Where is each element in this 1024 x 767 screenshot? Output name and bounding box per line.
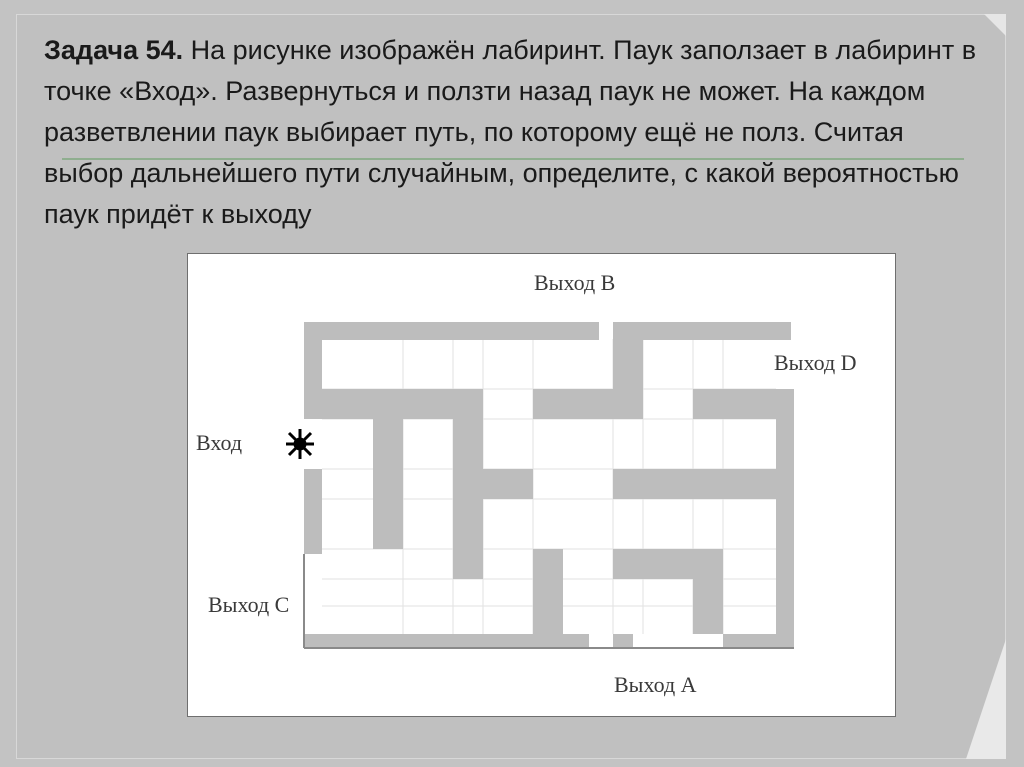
task-body: На рисунке изображён лабиринт. Паук заползает в лабиринт в точке «Вход». Развернуться и ползти назад паук не может. На каждом разветвлении паук выбирает путь, по которому ещё не полз. Считая выбор дальнейшего пути случайным, определите, с какой вероятностью паук придёт к выходу [44,35,977,229]
page-curl [966,639,1006,759]
exit-d-label: Выход D [774,350,857,375]
exit-b-label: Выход B [534,270,616,295]
entry-label: Вход [196,430,243,455]
corner-fold [984,14,1006,36]
task-title: Задача 54. [44,35,184,65]
spider-icon [286,429,314,459]
task-text [44,30,979,235]
maze-diagram [188,254,895,716]
exit-a-label: Выход A [614,672,697,697]
accent-divider [62,158,964,160]
maze-walls [304,322,794,648]
exit-c-label: Выход C [208,592,290,617]
maze-figure [187,253,896,717]
